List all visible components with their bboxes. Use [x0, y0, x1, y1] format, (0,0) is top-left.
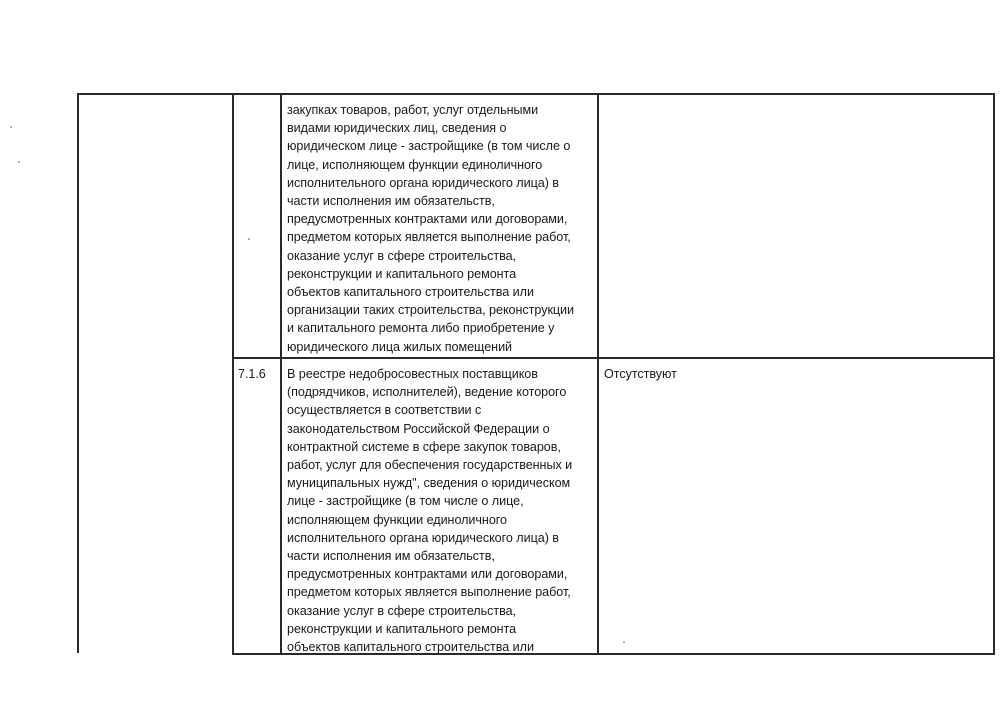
- table-border-right: [993, 93, 995, 655]
- table-border-top: [77, 93, 995, 95]
- table-border-left: [77, 93, 79, 653]
- continued-row-description: закупках товаров, работ, услуг отдельными видами юридических лиц, сведения о юридическом лице - застройщике (в том числе о лице, исполняющем функции единоличного исполнительного органа юридического лица) в части исполнения им обязательств, предусмотренных контрактами или договорами, предметом которых является выполнение работ, оказание услуг в сфере строительства, реконструкции и капитального ремонта объектов капитального строительства или организации таких строительства, реконструкции и капитального ремонта либо приобретение у юридического лица жилых помещений: [287, 103, 575, 354]
- scan-speck: [10, 126, 12, 128]
- column-divider-description-right: [597, 93, 599, 655]
- column-divider-number-right: [280, 93, 282, 655]
- scan-speck: [18, 161, 20, 163]
- row-divider: [232, 357, 995, 359]
- column-divider-number-left: [232, 93, 234, 655]
- scan-speck: [623, 641, 625, 643]
- scan-speck: [248, 238, 250, 240]
- row-value: Отсутствуют: [604, 367, 677, 381]
- row-description: В реестре недобросовестных поставщиков (подрядчиков, исполнителей), ведение которого осуществляется в соответствии с законодательством Российской Федерации о контрактной системе в сфере закупок товаров, работ, услуг для обеспечения государственных и муниципальных нужд", сведения о юридическом лице - застройщике (в том числе о лице, исполняющем функции единоличного исполнительного органа юридического лица) в части исполнения им обязательств, предусмотренных контрактами или договорами, предметом которых является выполнение работ, оказание услуг в сфере строительства, реконструкции и капитального ремонта объектов капитального строительства или: [287, 367, 573, 655]
- row-number: 7.1.6: [238, 367, 266, 381]
